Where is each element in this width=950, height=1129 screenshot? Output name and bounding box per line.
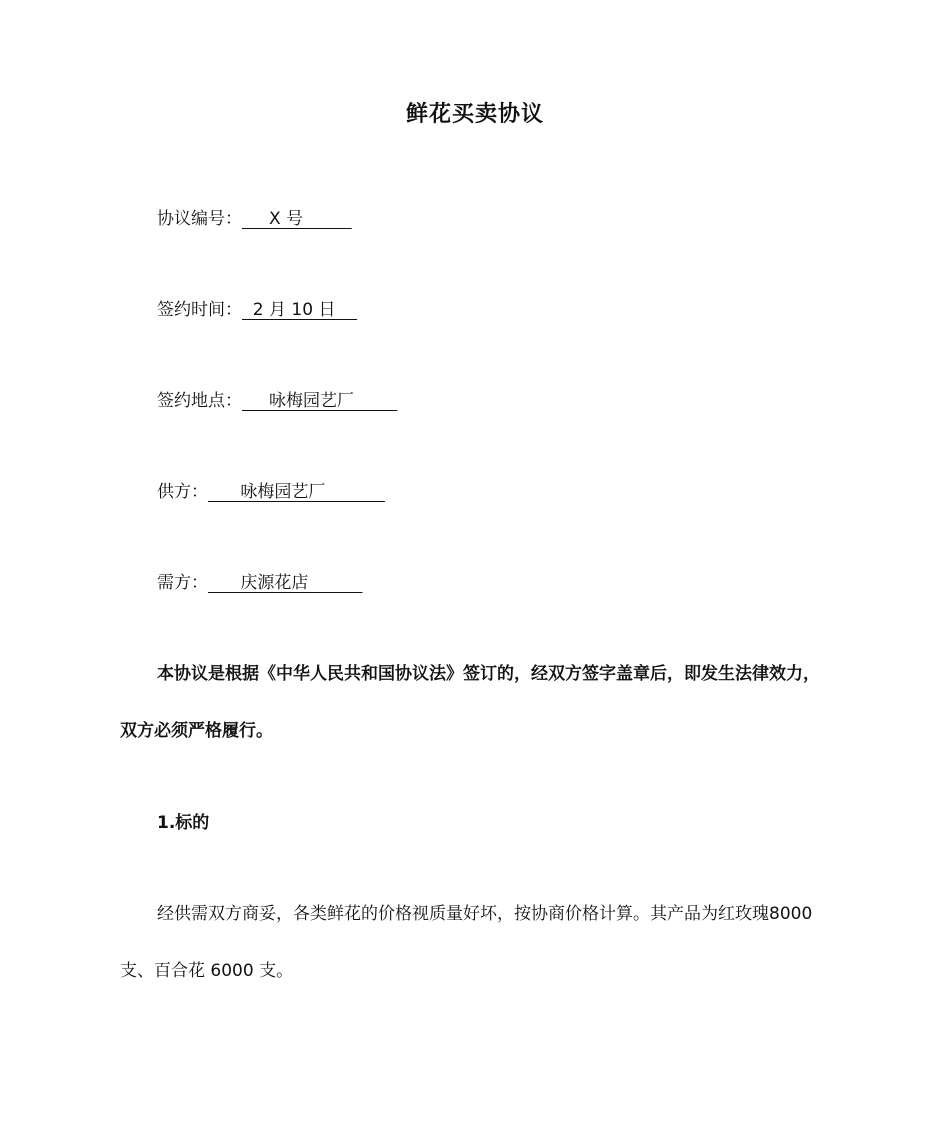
field-value: 咏梅园艺厂 xyxy=(242,391,398,411)
signing-date-field xyxy=(157,298,357,322)
section-body: 经供需双方商妥，各类鲜花的价格视质量好坏，按协商价格计算。其产品为红玫瑰8000 支、百合花 6000 支。 xyxy=(120,904,813,981)
field-label: 签约时间： xyxy=(157,300,242,320)
field-value: 咏梅园艺厂 xyxy=(208,482,385,502)
field-label: 协议编号： xyxy=(157,209,242,229)
section-heading: 1.标的 xyxy=(157,813,210,833)
field-value: 2 月 10 日 xyxy=(242,300,358,320)
signing-place-field xyxy=(157,389,397,413)
field-label: 供方： xyxy=(157,482,208,502)
field-value: X 号 xyxy=(242,209,352,229)
agreement-number-field xyxy=(157,207,352,231)
buyer-field xyxy=(157,571,362,595)
field-label: 签约地点： xyxy=(157,391,242,411)
intro-paragraph: 本协议是根据《中华人民共和国协议法》签订的，经双方签字盖章后，即发生法律效力，双方必须严格履行。 xyxy=(120,664,820,741)
supplier-field xyxy=(157,480,385,504)
field-label: 需方： xyxy=(157,573,208,593)
field-value: 庆源花店 xyxy=(208,573,363,593)
document-title: 鲜花买卖协议 xyxy=(405,102,544,127)
